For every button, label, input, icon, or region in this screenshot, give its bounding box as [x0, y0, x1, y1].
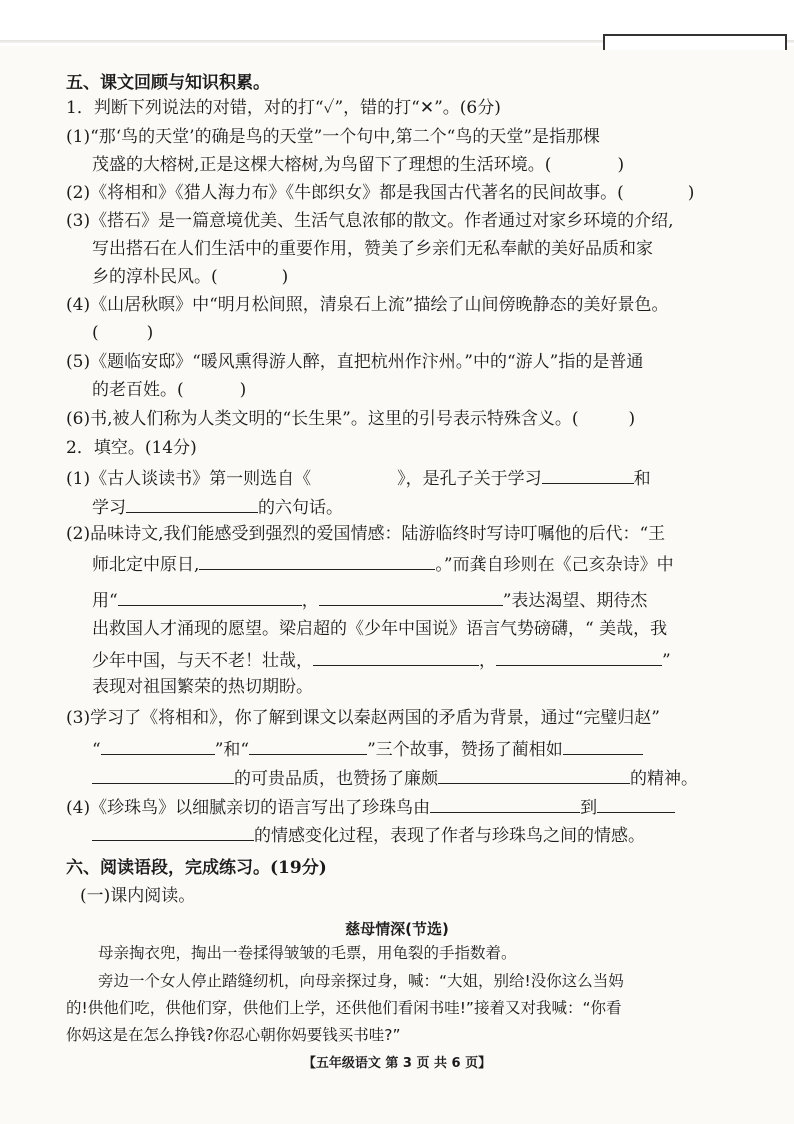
q2-item4-line1: [66, 795, 675, 819]
q2-item2-text-c: 用“: [92, 591, 118, 611]
fill-blank-6[interactable]: [313, 648, 479, 666]
q2-item1-text-d: 学习: [92, 498, 126, 518]
q1-item2: [66, 182, 694, 204]
q2-item3-text-e: 的精神。: [630, 769, 698, 789]
q2-item2-text-g: ，: [479, 651, 496, 671]
q1-item3-line3: [92, 266, 288, 288]
q1-item1-line1: (1)“那‘鸟的天堂’的确是鸟的天堂”一个句中,第二个“鸟的天堂”是指那棵: [66, 127, 601, 147]
q2-item1-text-e: 的六句话。: [258, 498, 343, 518]
paren-close: ): [146, 323, 154, 343]
fill-blank-13[interactable]: [430, 795, 580, 813]
paren-close: ): [281, 267, 289, 287]
q2-item2-line6: 表现对祖国繁荣的热切期盼。: [92, 677, 313, 697]
article-paragraph-2-line2: 的!供他们吃，供他们穿，供他们上学，还供他们看闲书哇!”接着又对我喊：“你看: [66, 999, 622, 1017]
section6-sub: (一)课内阅读。: [80, 886, 196, 906]
q2-item2-line2: [92, 552, 674, 576]
q2-item3-line2: [92, 737, 643, 761]
q2-item1-text-a: (1)《古人谈读书》第一则选自《: [66, 469, 312, 489]
q1-item5-line2: [92, 379, 246, 401]
q1-item6: [66, 408, 635, 430]
q2-stem: 2．填空。(14分): [66, 438, 197, 458]
q2-item2-text-d: ，: [301, 591, 319, 611]
paren-close: ): [617, 155, 625, 175]
q2-item1-text-b: 》，是孔子关于学习: [397, 469, 542, 489]
score-box: [603, 34, 787, 50]
q2-item3-text-c: ”三个故事，赞扬了蔺相如: [367, 740, 563, 760]
q2-item2-text-a: 师北定中原日,: [92, 555, 200, 575]
q2-item3-text-a: “: [92, 740, 101, 760]
article-paragraph-2-line3: 你妈这是在怎么挣钱?你忍心朝你妈要钱买书哇?”: [66, 1026, 401, 1044]
q2-item4-text-b: 到: [580, 798, 598, 818]
q2-item4-text-a: (4)《珍珠鸟》以细腻亲切的语言写出了珍珠鸟由: [66, 798, 431, 818]
q2-item3-line1: (3)学习了《将相和》，你了解到课文以秦赵两国的矛盾为背景，通过“完璧归赵”: [66, 708, 660, 728]
q1-item3-line2: 写出搭石在人们生活中的重要作用，赞美了乡亲们无私奉献的美好品质和家: [92, 239, 653, 259]
q2-item2-line3: [92, 588, 647, 612]
q2-item1-text-c: 和: [633, 469, 651, 489]
paren-close: ): [687, 183, 695, 203]
q1-item1-text: 茂盛的大榕树,正是这棵大榕树,为鸟留下了理想的生活环境。(: [92, 155, 552, 175]
fill-blank-8[interactable]: [101, 737, 215, 755]
q1-stem: 1．判断下列说法的对错，对的打“✓”，错的打“✕”。(6分): [66, 98, 501, 118]
fill-blank-1[interactable]: [542, 466, 634, 484]
fill-blank-10[interactable]: [563, 737, 643, 755]
fill-blank-9[interactable]: [249, 737, 367, 755]
fill-blank-12[interactable]: [438, 766, 630, 784]
paren-close: ): [628, 409, 636, 429]
article-title: 慈母情深(节选): [345, 920, 449, 938]
q1-item5-text: 的老百姓。(: [92, 380, 184, 400]
q2-item3-line3: [92, 766, 698, 790]
q2-item2-text-b: 。”而龚自珍则在《己亥杂诗》中: [435, 555, 674, 575]
q2-item3-text-b: ”和“: [214, 740, 250, 760]
q2-item4-line2: [92, 823, 645, 847]
q2-item2-text-e: ”表达渴望、期待杰: [502, 591, 648, 611]
q1-item2-text: (2)《将相和》《猎人海力布》《牛郎织女》都是我国古代著名的民间故事。(: [66, 183, 624, 203]
fill-blank-15[interactable]: [92, 823, 254, 841]
page-footer: 【五年级语文 第 3 页 共 6 页】: [302, 1056, 492, 1071]
q2-item1-line1: [66, 466, 651, 490]
fill-blank-7[interactable]: [496, 648, 662, 666]
q1-item5-line1: (5)《题临安邸》“暖风熏得游人醉，直把杭州作汴州。”中的“游人”指的是普通: [66, 352, 644, 372]
q2-item2-line1: (2)品味诗文,我们能感受到强烈的爱国情感：陆游临终时写诗叮嘱他的后代：“王: [66, 524, 666, 544]
paren-close: ): [239, 380, 247, 400]
q2-item2-line4: 出救国人才涌现的愿望。梁启超的《少年中国说》语言气势磅礴，“ 美哉，我: [92, 619, 668, 639]
q1-item4-line1: (4)《山居秋暝》中“明月松间照，清泉石上流”描绘了山间傍晚静态的美好景色。: [66, 295, 669, 315]
q2-item4-text-c: 的情感变化过程，表现了作者与珍珠鸟之间的情感。: [254, 826, 645, 846]
q1-item4-line2: [92, 322, 153, 344]
q2-item1-line2: [92, 495, 343, 519]
q2-item2-text-h: ”: [662, 651, 671, 671]
q1-item3-line1: (3)《搭石》是一篇意境优美、生活气息浓郁的散文。作者通过对家乡环境的介绍,: [66, 211, 674, 231]
fill-blank-4[interactable]: [118, 588, 302, 606]
q1-item1-line2: [92, 154, 624, 176]
section6-title: 六、阅读语段，完成练习。(19分): [66, 858, 327, 878]
section5-title: 五、课文回顾与知识积累。: [66, 73, 270, 93]
fill-blank-3[interactable]: [199, 552, 435, 570]
article-paragraph-1: 母亲掏衣兜，掏出一卷揉得皱皱的毛票，用龟裂的手指数着。: [98, 944, 517, 962]
fill-blank-14[interactable]: [597, 795, 675, 813]
q2-item2-text-f: 少年中国，与天不老！壮哉，: [92, 651, 313, 671]
paren-open: (: [92, 323, 99, 343]
fill-blank-11[interactable]: [92, 766, 234, 784]
q1-item6-text: (6)书,被人们称为人类文明的“长生果”。这里的引号表示特殊含义。(: [66, 409, 579, 429]
fill-blank-2[interactable]: [126, 495, 258, 513]
q1-item3-text: 乡的淳朴民风。(: [92, 267, 218, 287]
q2-item2-line5: [92, 648, 671, 672]
q2-item3-text-d: 的可贵品质，也赞扬了廉颇: [234, 769, 438, 789]
article-paragraph-2-line1: 旁边一个女人停止踏缝纫机，向母亲探过身，喊：“大姐，别给!没你这么当妈: [98, 972, 624, 990]
fill-blank-5[interactable]: [319, 588, 503, 606]
